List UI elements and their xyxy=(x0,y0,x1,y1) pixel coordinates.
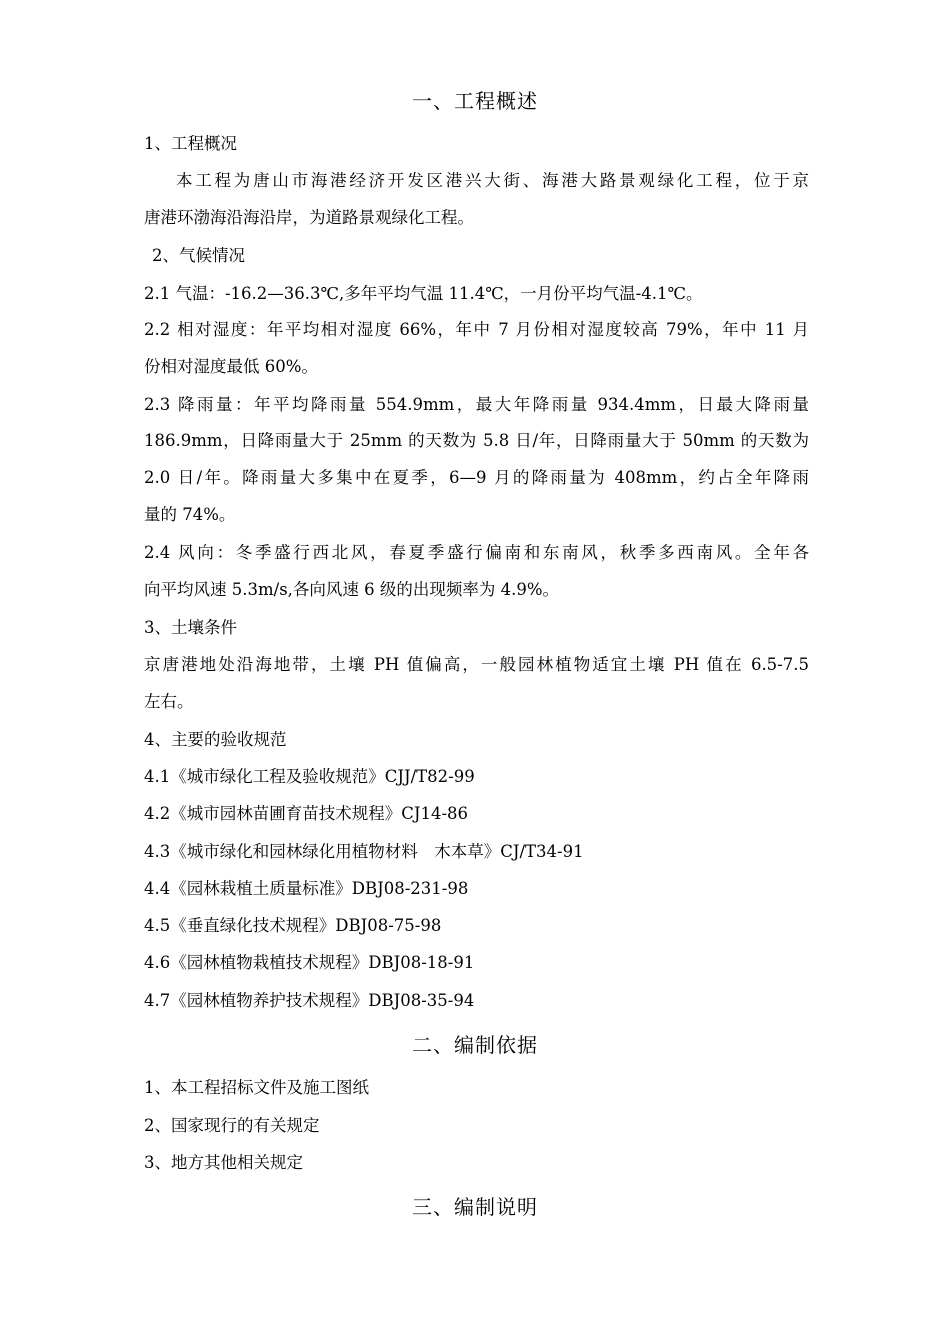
standard-item: 4.3《城市绿化和园林绿化用植物材料 木本草》CJ/T34-91 xyxy=(144,842,584,861)
wind-line-2: 向平均风速 5.3m/s,各向风速 6 级的出现频率为 4.9%。 xyxy=(144,580,560,599)
standards-title: 4、主要的验收规范 xyxy=(144,730,287,749)
overview-line-2: 唐港环渤海沿海沿岸，为道路景观绿化工程。 xyxy=(144,208,474,227)
standard-item: 4.1《城市绿化工程及验收规范》CJJ/T82-99 xyxy=(144,767,475,786)
humidity-line-2: 份相对湿度最低 60%。 xyxy=(144,357,318,376)
standard-item: 4.6《园林植物栽植技术规程》DBJ08-18-91 xyxy=(144,953,475,972)
soil-title: 3、土壤条件 xyxy=(144,618,237,637)
section-2-heading: 二、编制依据 xyxy=(412,1033,538,1057)
humidity-line-1: 2.2 相对湿度：年平均相对湿度 66%，年中 7 月份相对湿度较高 79%，年中 11 月 xyxy=(144,320,809,339)
standard-item: 4.7《园林植物养护技术规程》DBJ08-35-94 xyxy=(144,991,475,1010)
section-3-heading: 三、编制说明 xyxy=(412,1195,538,1219)
standard-item: 4.4《园林栽植土质量标准》DBJ08-231-98 xyxy=(144,879,469,898)
rainfall-line-3: 2.0 日/年。降雨量大多集中在夏季，6—9 月的降雨量为 408mm，约占全年降雨 xyxy=(144,468,809,487)
section-1-heading: 一、工程概述 xyxy=(412,89,538,113)
standard-item: 4.2《城市园林苗圃育苗技术规程》CJ14-86 xyxy=(144,804,469,823)
wind-line-1: 2.4 风向：冬季盛行西北风，春夏季盛行偏南和东南风，秋季多西南风。全年各 xyxy=(144,543,809,562)
overview-title: 1、工程概况 xyxy=(144,134,237,153)
basis-item: 1、本工程招标文件及施工图纸 xyxy=(144,1078,369,1097)
overview-line-1: 本工程为唐山市海港经济开发区港兴大街、海港大路景观绿化工程，位于京 xyxy=(176,171,809,190)
soil-line-2: 左右。 xyxy=(144,692,194,711)
rainfall-line-2: 186.9mm，日降雨量大于 25mm 的天数为 5.8 日/年，日降雨量大于 50mm 的天数为 xyxy=(144,431,809,450)
rainfall-line-1: 2.3 降雨量：年平均降雨量 554.9mm，最大年降雨量 934.4mm，日最大降雨量 xyxy=(144,395,809,414)
rainfall-line-4: 量的 74%。 xyxy=(144,505,236,524)
temperature-line: 2.1 气温：-16.2—36.3℃,多年平均气温 11.4℃，一月份平均气温-4.1℃。 xyxy=(144,284,703,303)
climate-title: 2、气候情况 xyxy=(152,246,245,265)
basis-item: 2、国家现行的有关规定 xyxy=(144,1116,320,1135)
soil-line-1: 京唐港地处沿海地带，土壤 PH 值偏高，一般园林植物适宜土壤 PH 值在 6.5-7.5 xyxy=(144,655,809,674)
basis-item: 3、地方其他相关规定 xyxy=(144,1153,303,1172)
standard-item: 4.5《垂直绿化技术规程》DBJ08-75-98 xyxy=(144,916,442,935)
